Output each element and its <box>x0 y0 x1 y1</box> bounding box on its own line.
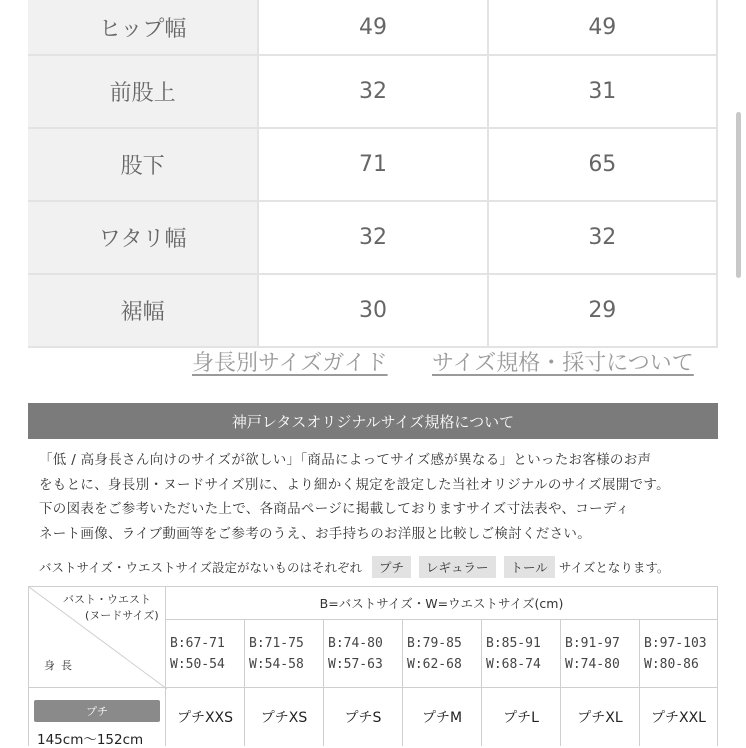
bust-range: B:79-85 <box>407 635 462 651</box>
waist-range: W:54-58 <box>249 656 304 672</box>
grid-title: B=バストサイズ・W=ウエストサイズ(cm) <box>166 586 718 620</box>
row-value: 30 <box>259 275 488 346</box>
header-height: 身長 <box>44 659 78 672</box>
row-value: 32 <box>489 202 718 273</box>
size-description <box>39 448 719 546</box>
row-value: 31 <box>489 56 718 127</box>
bust-range: B:85-91 <box>486 635 541 651</box>
petite-label: プチ <box>34 700 160 722</box>
bust-range: B:71-75 <box>249 635 304 651</box>
bust-range: B:74-80 <box>328 635 383 651</box>
table-row <box>28 56 718 129</box>
row-value: 71 <box>259 129 488 200</box>
row-value: 32 <box>259 202 488 273</box>
petite-row-header <box>28 688 166 746</box>
chip-tall: トール <box>504 556 555 578</box>
row-value: 65 <box>489 129 718 200</box>
scrollbar[interactable] <box>736 112 741 278</box>
size-column-header <box>561 620 640 688</box>
petite-height-range: 145cm〜152cm <box>37 732 144 748</box>
description-line: をもとに、身長別・ヌードサイズ別に、より細かく規定を設定した当社オリジナルのサイズ展開です。 <box>39 476 670 493</box>
row-value: 29 <box>489 275 718 346</box>
waist-range: W:80-86 <box>644 656 699 672</box>
size-column-header <box>403 620 482 688</box>
size-note <box>39 556 669 578</box>
petite-size-cell: プチXS <box>245 688 324 746</box>
header-bust-waist: バスト・ウエスト <box>63 593 151 606</box>
row-label: ヒップ幅 <box>28 0 259 54</box>
waist-range: W:74-80 <box>565 656 620 672</box>
row-value: 49 <box>259 0 488 54</box>
height-size-guide-link[interactable]: 身長別サイズガイド <box>192 351 388 376</box>
bust-range: B:97-103 <box>644 635 707 651</box>
table-row <box>28 129 718 202</box>
chip-regular: レギュラー <box>419 556 496 578</box>
size-spec-link[interactable]: サイズ規格・採寸について <box>432 351 694 376</box>
description-line: 「低 / 高身長さん向けのサイズが欲しい」「商品によってサイズ感が異なる」といったお客様のお声 <box>39 452 652 468</box>
description-line: ネート画像、ライブ動画等をご参考のうえ、お手持ちのお洋服と比較しご検討ください。 <box>39 525 591 542</box>
row-label: ワタリ幅 <box>28 202 259 273</box>
chip-petite: プチ <box>372 556 411 578</box>
row-value: 32 <box>259 56 488 127</box>
measurement-table <box>28 0 718 348</box>
row-label: 裾幅 <box>28 275 259 346</box>
bust-range: B:67-71 <box>170 635 225 651</box>
petite-size-cell: プチL <box>482 688 561 746</box>
description-line: 下の図表をご参考いただいた上で、各商品ページに掲載しておりますサイズ寸法表や、コーディ <box>39 501 630 517</box>
petite-size-cell: プチS <box>324 688 403 746</box>
row-label: 股下 <box>28 129 259 200</box>
row-label: 前股上 <box>28 56 259 127</box>
waist-range: W:57-63 <box>328 656 383 672</box>
petite-size-cell: プチXL <box>561 688 640 746</box>
section-banner: 神戸レタスオリジナルサイズ規格について <box>28 403 718 439</box>
petite-size-cell: プチM <box>403 688 482 746</box>
size-column-header <box>166 620 245 688</box>
waist-range: W:68-74 <box>486 656 541 672</box>
size-column-header <box>324 620 403 688</box>
bust-range: B:91-97 <box>565 635 620 651</box>
size-column-header <box>640 620 718 688</box>
header-nude-size: (ヌードサイズ) <box>85 609 159 622</box>
note-prefix: バストサイズ・ウエストサイズ設定がないものはそれぞれ <box>39 560 363 575</box>
petite-row <box>28 688 718 746</box>
table-row <box>28 275 718 348</box>
waist-range: W:62-68 <box>407 656 462 672</box>
petite-size-cell: プチXXL <box>640 688 718 746</box>
row-value: 49 <box>489 0 718 54</box>
size-column-header <box>482 620 561 688</box>
grid-corner-header <box>28 586 166 688</box>
note-suffix: サイズとなります。 <box>558 560 670 575</box>
size-column-header <box>245 620 324 688</box>
table-row <box>28 0 718 56</box>
table-row <box>28 202 718 275</box>
petite-size-cell: プチXXS <box>166 688 245 746</box>
waist-range: W:50-54 <box>170 656 225 672</box>
